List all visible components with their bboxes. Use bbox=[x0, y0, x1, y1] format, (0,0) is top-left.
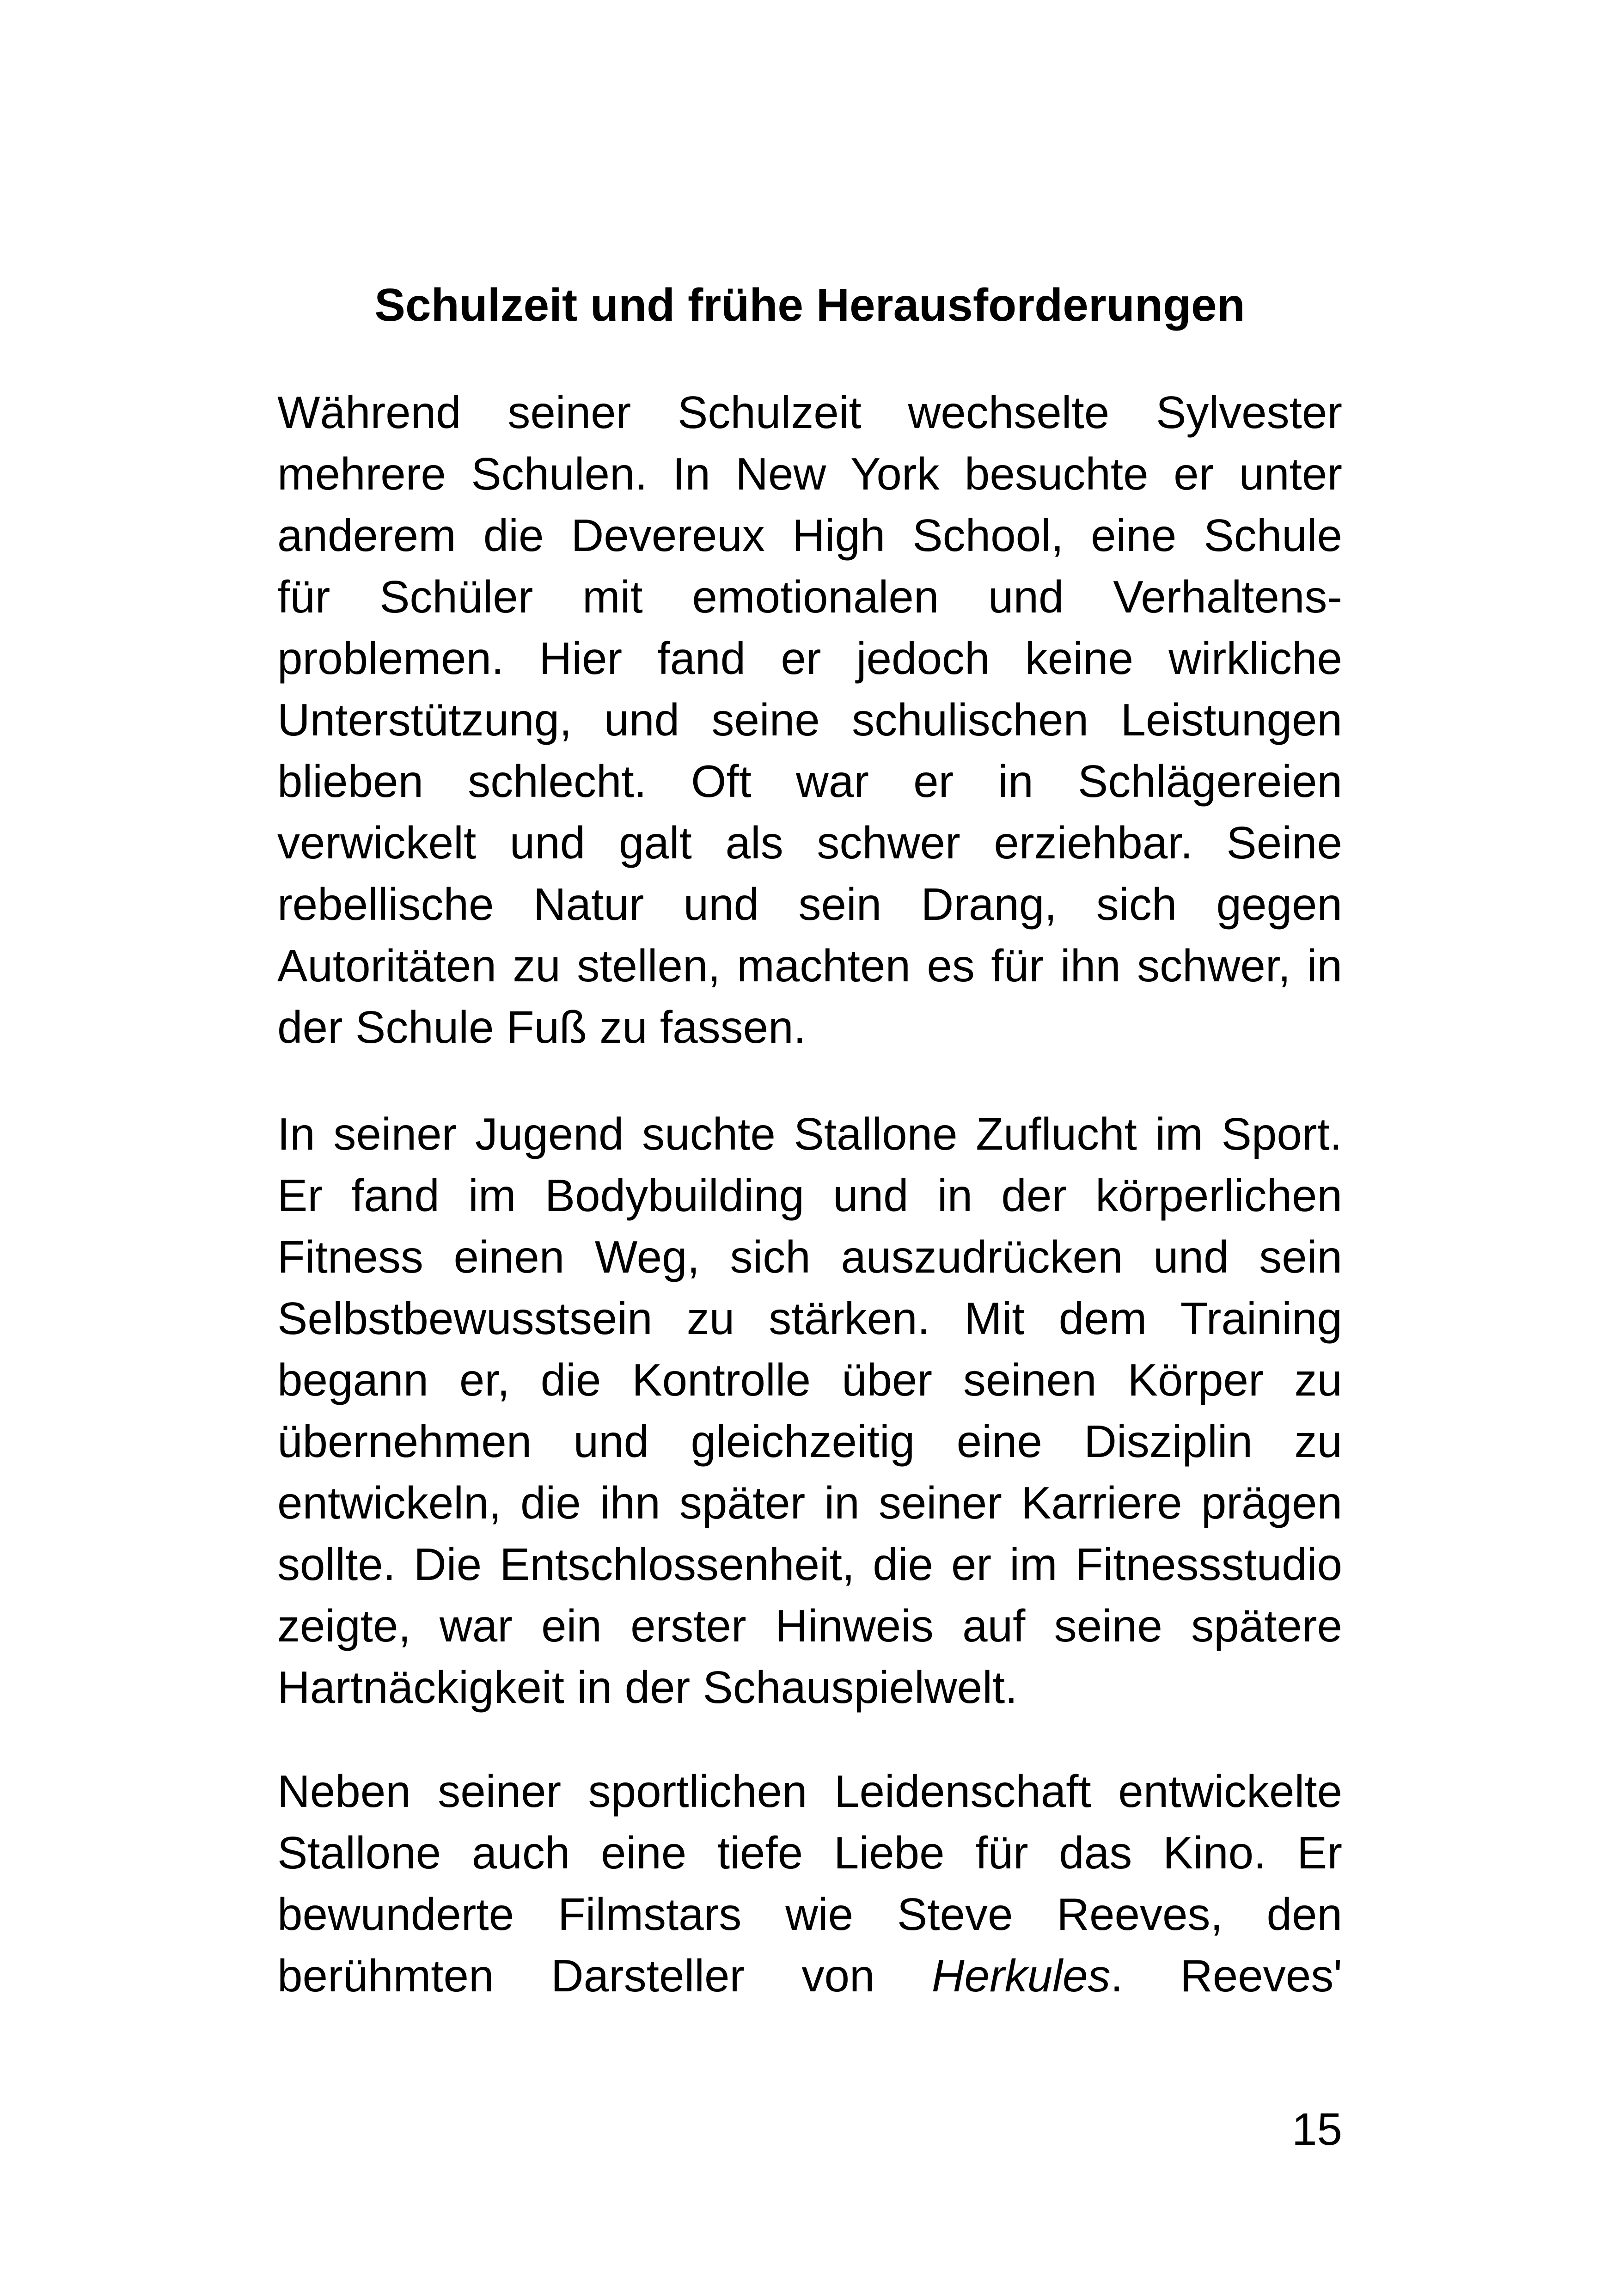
text-line: rebellische Natur und sein Drang, sich gegen bbox=[277, 879, 1342, 930]
paragraph-1 bbox=[277, 382, 1342, 1058]
page-number: 15 bbox=[1291, 2104, 1342, 2155]
text-line: Unterstützung, und seine schulischen Leistungen bbox=[277, 694, 1342, 745]
text-line: zeigte, war ein erster Hinweis auf seine spätere bbox=[277, 1600, 1342, 1651]
text-line: begann er, die Kontrolle über seinen Körper zu bbox=[277, 1354, 1342, 1405]
text-line: Er fand im Bodybuilding und in der körperlichen bbox=[277, 1170, 1342, 1221]
text-line: problemen. Hier fand er jedoch keine wirkliche bbox=[277, 633, 1342, 684]
text-line: Stallone auch eine tiefe Liebe für das Kino. Er bbox=[277, 1827, 1342, 1878]
text-line: verwickelt und galt als schwer erziehbar. Seine bbox=[277, 817, 1342, 868]
text-line: Fitness einen Weg, sich auszudrücken und sein bbox=[277, 1231, 1342, 1282]
text-segment: berühmten Darsteller von bbox=[277, 1950, 932, 2001]
chapter-heading: Schulzeit und frühe Herausforderungen bbox=[374, 279, 1245, 331]
text-line: der Schule Fuß zu fassen. bbox=[277, 1002, 806, 1053]
text-line-mixed bbox=[277, 1945, 1342, 2007]
text-segment: . Reeves' bbox=[1110, 1950, 1342, 2001]
text-line: mehrere Schulen. In New York besuchte er unter bbox=[277, 448, 1342, 499]
text-line: entwickeln, die ihn später in seiner Karriere prägen bbox=[277, 1477, 1342, 1528]
text-line: für Schüler mit emotionalen und Verhaltens- bbox=[277, 571, 1342, 622]
text-line: In seiner Jugend suchte Stallone Zuflucht im Sport. bbox=[277, 1108, 1342, 1159]
book-title-italic: Herkules bbox=[931, 1950, 1111, 2001]
text-line: sollte. Die Entschlossenheit, die er im Fitnessstudio bbox=[277, 1539, 1342, 1590]
paragraph-3 bbox=[277, 1761, 1342, 2007]
paragraph-2 bbox=[277, 1103, 1342, 1718]
text-line: Während seiner Schulzeit wechselte Sylvester bbox=[277, 387, 1342, 438]
text-line: bewunderte Filmstars wie Steve Reeves, den bbox=[277, 1889, 1342, 1940]
text-line: Autoritäten zu stellen, machten es für ihn schwer, in bbox=[277, 940, 1342, 991]
text-line: anderem die Devereux High School, eine Schule bbox=[277, 510, 1342, 561]
text-line: übernehmen und gleichzeitig eine Disziplin zu bbox=[277, 1416, 1342, 1467]
text-line: blieben schlecht. Oft war er in Schlägereien bbox=[277, 756, 1342, 807]
text-line: Neben seiner sportlichen Leidenschaft entwickelte bbox=[277, 1766, 1342, 1817]
text-line: Selbstbewusstsein zu stärken. Mit dem Training bbox=[277, 1293, 1342, 1344]
text-line: Hartnäckigkeit in der Schauspielwelt. bbox=[277, 1662, 1018, 1713]
